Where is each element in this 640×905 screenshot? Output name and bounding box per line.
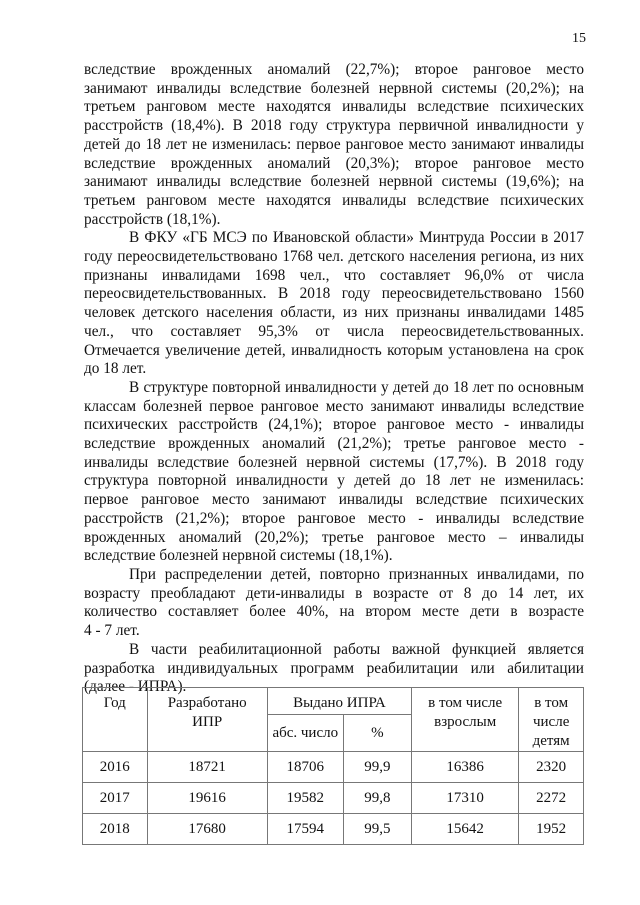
- text-line: Отмечается увеличение детей, инвалидность которым установлена на срок: [84, 341, 584, 359]
- paragraph: [84, 566, 584, 641]
- table-header-row: [83, 688, 584, 715]
- text-line: чел., что составляет 95,3% от числа переосвидетельствованных.: [84, 322, 584, 340]
- text-line: вследствие болезней нервной системы (18,1%).: [84, 547, 393, 565]
- header-children: в том числе детям: [519, 688, 584, 752]
- table-cell: 2320: [519, 752, 584, 783]
- text-line: В части реабилитационной работы важной функцией является: [129, 640, 584, 658]
- text-line: врожденных аномалий (20,2%); третье ранговое место – инвалиды: [84, 528, 584, 546]
- text-line: первое ранговое место занимают инвалиды вследствие психических: [84, 491, 584, 509]
- text-line: вследствие врожденных аномалий (20,3%); второе ранговое место: [84, 154, 584, 172]
- text-line: (далее - ИПРА).: [84, 678, 187, 696]
- table-cell: 16386: [411, 752, 518, 783]
- table-cell: 17594: [267, 814, 343, 845]
- table-cell: 99,5: [343, 814, 411, 845]
- text-line: расстройств (18,4%). В 2018 году структура первичной инвалидности у: [84, 117, 584, 135]
- text-line: количество составляет более 40%, на втором месте дети в возрасте: [84, 603, 584, 621]
- text-line: При распределении детей, повторно признанных инвалидами, по: [129, 565, 584, 583]
- text-line: расстройств (18,1%).: [84, 210, 221, 228]
- text-line: детей до 18 лет не изменилась: первое ранговое место занимают инвалиды: [84, 135, 584, 153]
- table-row: [83, 752, 584, 783]
- text-line: третьем ранговом месте находятся инвалиды вследствие психических: [84, 98, 584, 116]
- text-line: занимают инвалиды вследствие болезней нервной системы (20,2%); на: [84, 79, 584, 97]
- body-text: [84, 61, 584, 697]
- table-cell: 2017: [83, 783, 148, 814]
- text-line: разработка индивидуальных программ реабилитации или абилитации: [84, 659, 584, 677]
- ipra-table: [82, 687, 584, 845]
- table-cell: 2016: [83, 752, 148, 783]
- table-cell: 99,9: [343, 752, 411, 783]
- paragraph: [84, 61, 584, 229]
- table-cell: 18706: [267, 752, 343, 783]
- page-number: 15: [572, 31, 586, 46]
- header-issued-abs: абс. число: [267, 715, 343, 752]
- text-line: третьем ранговом месте находятся инвалиды вследствие психических: [84, 191, 584, 209]
- header-year: Год: [83, 688, 148, 752]
- text-line: человек детского населения области, из них признаны инвалидами 1485: [84, 304, 584, 322]
- table-row: [83, 814, 584, 845]
- table-cell: 2272: [519, 783, 584, 814]
- text-line: В ФКУ «ГБ МСЭ по Ивановской области» Минтруда России в 2017: [129, 229, 584, 247]
- table-cell: 17310: [411, 783, 518, 814]
- table-cell: 1952: [519, 814, 584, 845]
- text-line: психических расстройств (24,1%); второе ранговое место - инвалиды: [84, 416, 584, 434]
- text-line: до 18 лет.: [84, 360, 147, 378]
- table-cell: 17680: [147, 814, 267, 845]
- text-line: признаны инвалидами 1698 чел., что составляет 96,0% от числа: [84, 266, 584, 284]
- table-cell: 19582: [267, 783, 343, 814]
- text-line: возрасту преобладают дети-инвалиды в возрасте от 8 до 14 лет, их: [84, 584, 584, 602]
- paragraph: [84, 379, 584, 566]
- text-line: В структуре повторной инвалидности у детей до 18 лет по основным: [129, 378, 584, 396]
- text-line: вследствие врожденных аномалий (22,7%); второе ранговое место: [84, 61, 584, 78]
- text-line: занимают инвалиды вследствие болезней нервной системы (19,6%); на: [84, 173, 584, 191]
- table-cell: 2018: [83, 814, 148, 845]
- table-cell: 99,8: [343, 783, 411, 814]
- table-row: [83, 783, 584, 814]
- table-cell: 15642: [411, 814, 518, 845]
- text-line: структура повторной инвалидности у детей до 18 лет не изменилась:: [84, 472, 584, 490]
- table-cell: 19616: [147, 783, 267, 814]
- paragraph: [84, 229, 584, 379]
- header-developed: Разработано ИПР: [147, 688, 267, 752]
- header-issued-pct: %: [343, 715, 411, 752]
- table-cell: 18721: [147, 752, 267, 783]
- header-issued: Выдано ИПРА: [267, 688, 411, 715]
- header-adults: в том числе взрослым: [411, 688, 518, 752]
- text-line: году переосвидетельствовано 1768 чел. детского населения региона, из них: [84, 248, 584, 266]
- text-line: вследствие врожденных аномалий (21,2%); третье ранговое место -: [84, 435, 584, 453]
- text-line: расстройств (21,2%); второе ранговое место - инвалиды вследствие: [84, 509, 584, 527]
- text-line: 4 - 7 лет.: [84, 622, 140, 640]
- text-line: переосвидетельствованных. В 2018 году переосвидетельствовано 1560: [84, 285, 584, 303]
- text-line: классам болезней первое ранговое место занимают инвалиды вследствие: [84, 397, 584, 415]
- text-line: инвалиды вследствие болезней нервной системы (17,7%). В 2018 году: [84, 453, 584, 471]
